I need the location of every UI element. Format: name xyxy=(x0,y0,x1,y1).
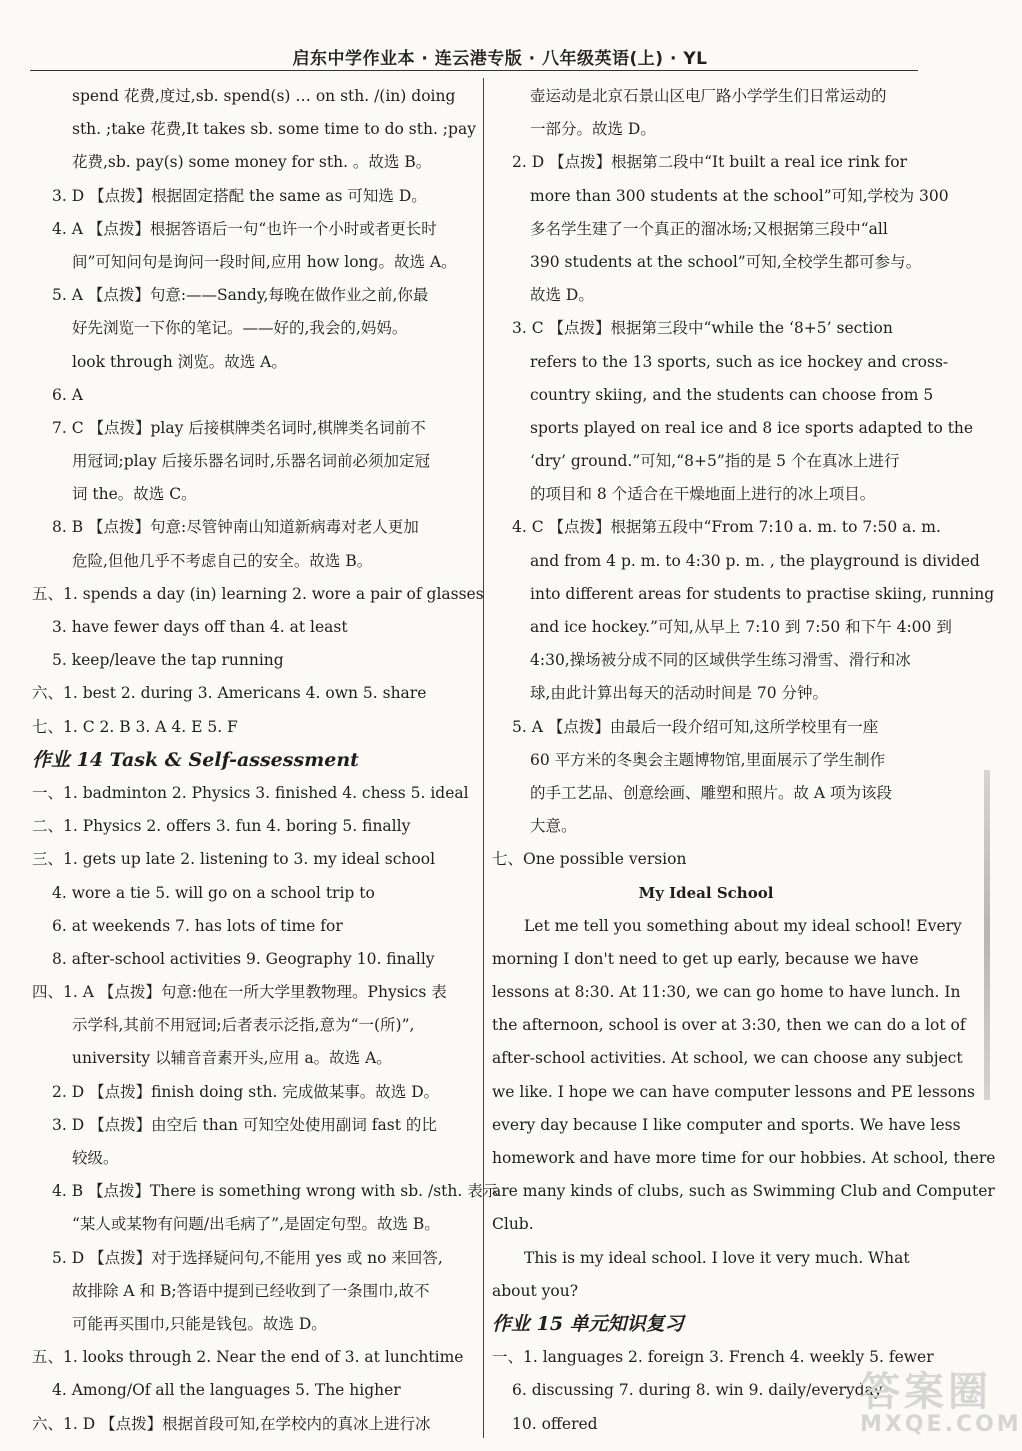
text-line: 间”可知问句是询问一段时间,应用 how long。故选 A。 xyxy=(72,252,457,271)
text-line: 示学科,其前不用冠词;后者表示泛指,意为“一(所)”, xyxy=(72,1016,415,1035)
text-line: about you? xyxy=(492,1281,579,1300)
text-line: sports played on real ice and 8 ice sports adapted to the xyxy=(530,418,974,437)
text-line: Let me tell you something about my ideal school! Every xyxy=(524,916,962,935)
text-line: and ice hockey.”可知,从早上 7:10 到 7:50 和下午 4:00 到 xyxy=(530,618,952,636)
text-line: 词 the。故选 C。 xyxy=(72,485,197,504)
running-header: 启东中学作业本 · 连云港专版 · 八年级英语(上) · YL xyxy=(292,49,708,69)
text-line: 4. C 【点拨】根据第五段中“From 7:10 a. m. to 7:50 a. m. xyxy=(512,518,941,537)
text-line: 6. at weekends 7. has lots of time for xyxy=(52,916,343,935)
text-line: 一部分。故选 D。 xyxy=(530,120,656,139)
text-line: after-school activities. At school, we can choose any subject xyxy=(492,1049,963,1068)
text-line: 壶运动是北京石景山区电厂路小学学生们日常运动的 xyxy=(530,87,887,105)
text-line: 故排除 A 和 B;答语中提到已经收到了一条围巾,故不 xyxy=(72,1281,430,1300)
text-line: 390 students at the school”可知,全校学生都可参与。 xyxy=(530,252,922,271)
text-line: 5. A 【点拨】由最后一段介绍可知,这所学校里有一座 xyxy=(512,717,879,736)
text-line: ‘dry’ ground.”可知,“8+5”指的是 5 个在真冰上进行 xyxy=(530,452,900,471)
text-line: 可能再买围巾,只能是钱包。故选 D。 xyxy=(72,1314,327,1333)
text-line: refers to the 13 sports, such as ice hockey and cross- xyxy=(530,352,949,371)
text-line: 三、1. gets up late 2. listening to 3. my ideal school xyxy=(32,850,436,869)
text-line: 五、1. spends a day (in) learning 2. wore a pair of glasses xyxy=(32,584,484,603)
text-line: look through 浏览。故选 A。 xyxy=(72,352,287,371)
text-line: morning I don't need to get up early, because we have xyxy=(492,949,919,968)
text-line: 花费,sb. pay(s) some money for sth. 。故选 B。 xyxy=(72,153,432,172)
text-line: 4. A 【点拨】根据答语后一句“也许一个小时或者更长时 xyxy=(52,219,437,238)
text-line: sth. ;take 花费,It takes sb. some time to do sth. ;pay xyxy=(72,120,476,139)
text-line: 4. wore a tie 5. will go on a school trip to xyxy=(52,883,375,902)
text-line: more than 300 students at the school”可知,学校为 300 xyxy=(530,186,949,205)
text-line: lessons at 8:30. At 11:30, we can go home to have lunch. In xyxy=(492,983,961,1002)
text-line: university 以辅音音素开头,应用 a。故选 A。 xyxy=(72,1049,392,1068)
text-line: 3. C 【点拨】根据第三段中“while the ‘8+5’ section xyxy=(512,319,893,338)
text-line: 好先浏览一下你的笔记。——好的,我会的,妈妈。 xyxy=(72,319,408,338)
text-line: 五、1. looks through 2. Near the end of 3. at lunchtime xyxy=(32,1348,464,1367)
text-line: 的项目和 8 个适合在干燥地面上进行的冰上项目。 xyxy=(530,485,876,504)
section-heading: 作业 14 Task & Self-assessment xyxy=(32,748,359,771)
text-line: 4. Among/Of all the languages 5. The higher xyxy=(52,1381,401,1400)
text-line: 一、1. languages 2. foreign 3. French 4. weekly 5. fewer xyxy=(492,1348,934,1367)
text-line: 多名学生建了一个真正的溜冰场;又根据第三段中“all xyxy=(530,219,888,238)
watermark xyxy=(860,1369,1022,1437)
text-line: 四、1. A 【点拨】句意:他在一所大学里教物理。Physics 表 xyxy=(32,983,447,1002)
text-line: 一、1. badminton 2. Physics 3. finished 4. chess 5. ideal xyxy=(32,783,469,802)
watermark-url: MXQE.COM xyxy=(860,1412,1022,1437)
column-divider xyxy=(483,78,484,1438)
text-line: 危险,但他几乎不考虑自己的安全。故选 B。 xyxy=(72,551,373,570)
text-line: 10. offered xyxy=(512,1414,598,1433)
text-line: Club. xyxy=(492,1215,534,1234)
text-line: 5. A 【点拨】句意:——Sandy,每晚在做作业之前,你最 xyxy=(52,286,429,305)
text-line: 2. D 【点拨】finish doing sth. 完成做某事。故选 D。 xyxy=(52,1082,440,1101)
header-rule xyxy=(30,70,918,71)
text-line: 3. D 【点拨】由空后 than 可知空处使用副词 fast 的比 xyxy=(52,1115,437,1134)
text-line: 3. have fewer days off than 4. at least xyxy=(52,618,348,636)
text-line: 8. B 【点拨】句意:尽管钟南山知道新病毒对老人更加 xyxy=(52,518,419,537)
text-line: 七、One possible version xyxy=(492,850,687,869)
text-line: 60 平方米的冬奥会主题博物馆,里面展示了学生制作 xyxy=(530,750,886,769)
text-line: 用冠词;play 后接乐器名词时,乐器名词前必须加定冠 xyxy=(72,452,430,471)
text-line: 2. D 【点拨】根据第二段中“It built a real ice rink for xyxy=(512,153,908,172)
text-line: 6. discussing 7. during 8. win 9. daily/everyday xyxy=(512,1381,883,1400)
text-line: 故选 D。 xyxy=(530,286,594,305)
left-column xyxy=(32,80,499,1441)
text-line: are many kinds of clubs, such as Swimming Club and Computer xyxy=(492,1182,995,1201)
text-line: 8. after-school activities 9. Geography 10. finally xyxy=(52,949,435,968)
section-heading: 作业 15 单元知识复习 xyxy=(492,1312,684,1335)
text-line: 6. A xyxy=(52,385,83,404)
text-line: homework and have more time for our hobbies. At school, there xyxy=(492,1149,996,1167)
text-line: This is my ideal school. I love it very much. What xyxy=(524,1248,910,1267)
text-line: 六、1. best 2. during 3. Americans 4. own 5. share xyxy=(32,684,427,703)
text-line: 六、1. D 【点拨】根据首段可知,在学校内的真冰上进行冰 xyxy=(32,1414,431,1433)
text-line: into different areas for students to practise skiing, running xyxy=(530,584,995,603)
text-line: 球,由此计算出每天的活动时间是 70 分钟。 xyxy=(530,684,829,703)
text-line: 七、1. C 2. B 3. A 4. E 5. F xyxy=(32,717,238,736)
text-line: every day because I like computer and sports. We have less xyxy=(492,1115,961,1134)
text-line: 4. B 【点拨】There is something wrong with sb. /sth. 表示 xyxy=(52,1182,499,1201)
scan-shadow xyxy=(984,770,990,1100)
text-line: the afternoon, school is over at 3:30, then we can do a lot of xyxy=(492,1016,966,1035)
text-line: 3. D 【点拨】根据固定搭配 the same as 可知选 D。 xyxy=(52,186,427,205)
text-line: 7. C 【点拨】play 后接棋牌类名词时,棋牌类名词前不 xyxy=(52,418,426,437)
text-line: 较级。 xyxy=(72,1149,119,1167)
text-line: 4:30,操场被分成不同的区域供学生练习滑雪、滑行和冰 xyxy=(530,651,911,670)
text-line: 的手工艺品、创意绘画、雕塑和照片。故 A 项为该段 xyxy=(530,783,893,802)
text-line: 大意。 xyxy=(530,817,577,836)
essay-title: My Ideal School xyxy=(638,883,774,902)
text-line: 5. keep/leave the tap running xyxy=(52,651,284,670)
text-line: 5. D 【点拨】对于选择疑问句,不能用 yes 或 no 来回答, xyxy=(52,1248,443,1267)
text-line: we like. I hope we can have computer lessons and PE lessons xyxy=(492,1082,976,1101)
text-line: and from 4 p. m. to 4:30 p. m. , the playground is divided xyxy=(530,551,980,570)
text-line: spend 花费,度过,sb. spend(s) … on sth. /(in) doing xyxy=(72,87,456,105)
text-line: country skiing, and the students can choose from 5 xyxy=(530,385,934,404)
text-line: “某人或某物有问题/出毛病了”,是固定句型。故选 B。 xyxy=(72,1215,440,1234)
watermark-logo-text: 答案圈 xyxy=(860,1369,992,1415)
text-line: 二、1. Physics 2. offers 3. fun 4. boring 5. finally xyxy=(32,817,411,836)
